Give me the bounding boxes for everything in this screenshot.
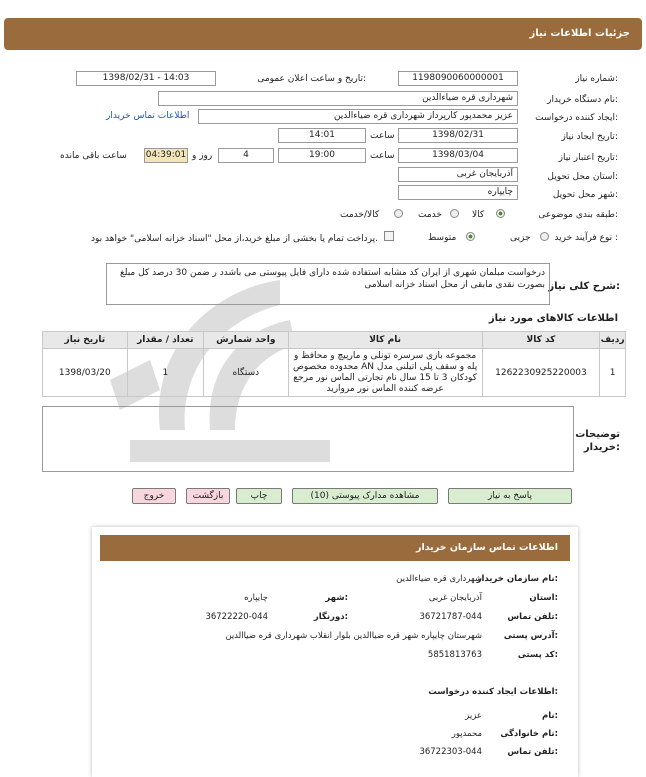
category-label: طبقه بندی موضوعی:: [538, 210, 618, 220]
remaining-time-field: 04:39:01: [144, 148, 188, 163]
card-postal-label: کد پستی:: [517, 650, 558, 660]
contact-card-header: [100, 535, 570, 561]
card-postal-value: 5851813763: [427, 650, 482, 660]
creator-phone-value: 36722303-044: [419, 747, 482, 757]
days-and-label: روز و: [192, 151, 213, 161]
creator-phone-label: تلفن تماس:: [507, 747, 558, 757]
print-button[interactable]: چاپ: [236, 488, 282, 504]
creator-field: عزیز محمدپور کارپرداز شهرداری قره ضیاءالدین: [198, 109, 518, 124]
items-section-title: اطلاعات کالاهای مورد نیاز: [488, 313, 618, 324]
creator-section-title: اطلاعات ایجاد کننده درخواست:: [428, 687, 558, 697]
category-radio-service[interactable]: [450, 209, 459, 218]
process-option-medium: متوسط: [428, 233, 457, 243]
card-address-label: آدرس پستی:: [503, 631, 558, 641]
page-title: جزئیات اطلاعات نیاز: [529, 28, 630, 39]
card-address-value: شهرستان چایپاره شهر قره ضیاالدین بلوار انقلاب شهرداری قره ضیاالدین: [225, 631, 482, 641]
need-number-label: شماره نیاز:: [575, 74, 618, 84]
card-fax-value: 36722220-044: [205, 612, 268, 622]
items-table: [42, 331, 626, 397]
validity-time-field: 19:00: [278, 148, 366, 163]
process-option-minor: جزیی: [510, 233, 531, 243]
summary-field: درخواست مبلمان شهری از ایران کد مشابه استفاده شده دارای فایل پیوستی می باشدد ر ضمن 30 درصد کل مبلغ بصورت نقدی مابقی از محل اسناد خزانه اسلامی: [106, 263, 550, 305]
treasury-checkbox[interactable]: [384, 231, 394, 241]
col-qty: تعداد / مقدار: [127, 332, 203, 349]
announce-label: تاریخ و ساعت اعلان عمومی:: [257, 74, 366, 84]
cell-name: مجموعه بازی سرسره تونلی و مارپیچ و محافظ و پله و سقف پلی اتیلنی مدل AN محدوده مخصوص کودکان 3 تا 15 سال نام تجارتی الماس نور مرجع عرضه کننده الماس نور مروارید: [288, 349, 482, 397]
validity-label: تاریخ اعتبار نیاز:: [558, 153, 618, 163]
need-time-label: ساعت: [370, 131, 395, 141]
cell-code: 1262230925220003: [482, 349, 600, 397]
category-radio-goods[interactable]: [496, 209, 505, 218]
process-radio-minor[interactable]: [540, 232, 549, 241]
buyer-org-label: نام دستگاه خریدار:: [547, 95, 618, 105]
need-date-field: 1398/02/31: [398, 128, 518, 143]
contact-card-title: اطلاعات تماس سازمان خریدار: [415, 542, 558, 553]
validity-date-field: 1398/03/04: [398, 148, 518, 163]
org-name-label: نام سازمان خریدار:: [476, 574, 558, 584]
card-province-label: استان:: [529, 593, 558, 603]
card-phone-label: تلفن تماس:: [507, 612, 558, 622]
table-row: [43, 349, 626, 397]
creator-label: ایجاد کننده درخواست:: [535, 113, 618, 123]
org-name-value: شهرداری قره ضیاءالدین: [396, 574, 482, 584]
exit-button[interactable]: خروج: [132, 488, 176, 504]
announce-field: 1398/02/31 - 14:03: [76, 71, 216, 86]
cell-row: 1: [600, 349, 626, 397]
category-option-both: کالا/خدمت: [340, 210, 380, 220]
payment-note: پرداخت تمام یا بخشی از مبلغ خرید،از محل "اسناد خزانه اسلامی" خواهد بود.: [90, 234, 378, 244]
buyer-notes-label: توضیحات خریدار:: [575, 429, 620, 453]
card-city-label: شهر:: [325, 593, 348, 603]
province-label: استان محل تحویل:: [547, 172, 618, 182]
process-label: نوع فرآیند خرید :: [554, 233, 618, 243]
city-field: چایپاره: [398, 185, 518, 200]
category-option-service: خدمت: [418, 210, 442, 220]
col-date: تاریخ نیاز: [43, 332, 128, 349]
process-radio-medium[interactable]: [466, 232, 475, 241]
cell-unit: دستگاه: [203, 349, 288, 397]
category-option-goods: کالا: [472, 210, 485, 220]
attachments-button[interactable]: مشاهده مدارک پیوستی (10): [292, 488, 438, 504]
first-name-label: نام:: [541, 711, 558, 721]
card-phone-value: 36721787-044: [419, 612, 482, 622]
back-button[interactable]: بازگشت: [186, 488, 230, 504]
contact-card: [92, 527, 578, 777]
summary-label: شرح کلی نیاز:: [548, 281, 620, 292]
last-name-value: محمدپور: [451, 729, 482, 739]
first-name-value: عزیز: [465, 711, 482, 721]
province-field: آذربایجان غربی: [398, 167, 518, 182]
cell-qty: 1: [127, 349, 203, 397]
validity-time-label: ساعت: [370, 151, 395, 161]
buyer-contact-link[interactable]: اطلاعات تماس خریدار: [106, 111, 190, 121]
city-label: شهر محل تحویل:: [552, 190, 618, 200]
buyer-org-field: شهرداری قره ضیاءالدین: [158, 91, 518, 106]
days-field: 4: [218, 148, 274, 163]
need-date-label: تاریخ ایجاد نیاز:: [561, 132, 618, 142]
cell-date: 1398/03/20: [43, 349, 128, 397]
buyer-notes-field: [42, 406, 574, 472]
col-name: نام کالا: [288, 332, 482, 349]
items-table-header: [43, 332, 626, 349]
card-fax-label: دورنگار:: [313, 612, 348, 622]
last-name-label: نام خانوادگی:: [500, 729, 558, 739]
page-header: [4, 18, 642, 50]
need-number-field: 1198090060000001: [398, 71, 518, 86]
col-code: کد کالا: [482, 332, 600, 349]
category-radio-both[interactable]: [394, 209, 403, 218]
col-unit: واحد شمارش: [203, 332, 288, 349]
card-province-value: آذربایجان غربی: [428, 593, 482, 603]
need-time-field: 14:01: [278, 128, 366, 143]
col-row: ردیف: [600, 332, 626, 349]
card-city-value: چایپاره: [244, 593, 268, 603]
remaining-label: ساعت باقی مانده: [60, 151, 127, 161]
reply-button[interactable]: پاسخ به نیاز: [448, 488, 572, 504]
